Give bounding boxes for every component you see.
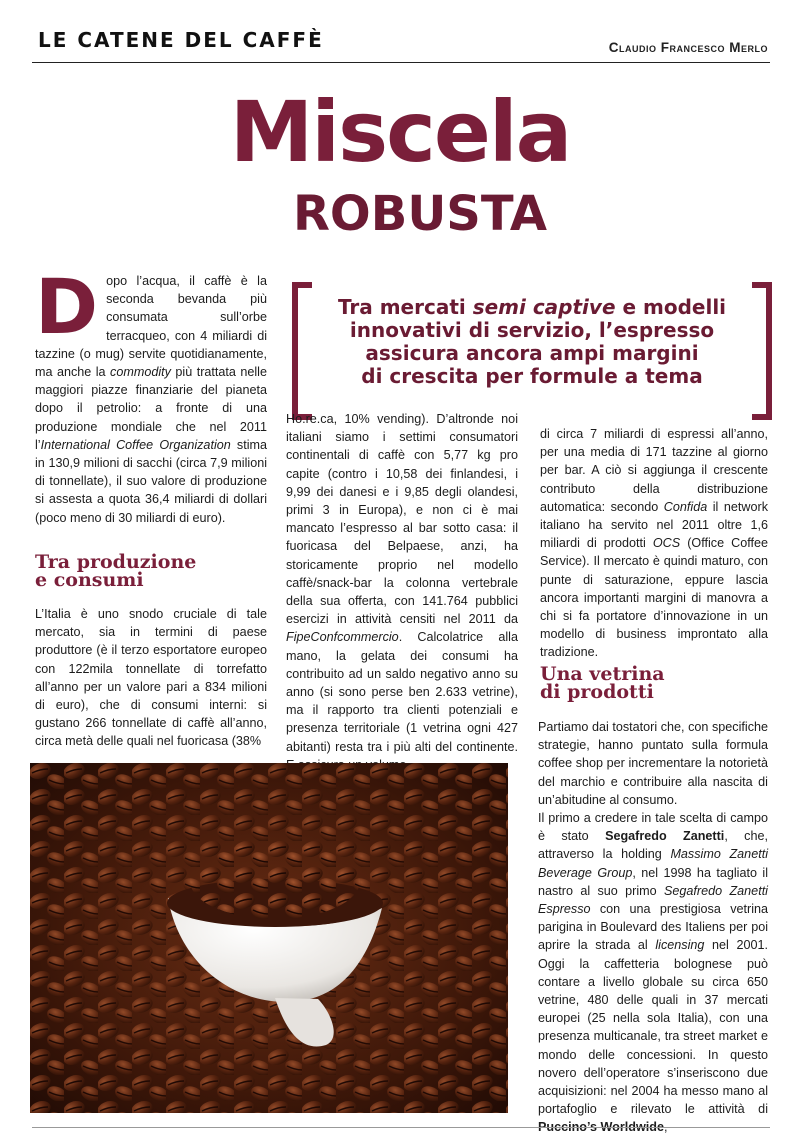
drop-cap: D: [35, 262, 99, 351]
body-text: Ho.re.ca, 10% vending). D’altronde noi italiani siamo i settimi consumatori continentali di caffè con 5,77 kg pro capite (contro i 10,58 dei finlandesi, i 9,99 dei danesi e i 9,85 degli olandesi, primi 3 in Europa), e non ci è mai mancato l’espresso al bar sotto casa: il fuoricasa del Belpaese, anzi, ha storicamente proprio nel modello caffè/snack-bar la colonna vertebrale della sua offerta, con 141.764 pubblici esercizi in attività censiti nel 2011 da: [286, 412, 518, 627]
article-title: Miscela: [229, 83, 571, 181]
intro-em-2: International Coffee Organization: [40, 437, 231, 452]
column-3: [540, 425, 768, 662]
body-em: Confida: [663, 499, 708, 514]
coffee-cup-illustration: [30, 763, 508, 1113]
article-subtitle: ROBUSTA: [292, 186, 548, 242]
body-text: . Calcolatrice alla mano, la gelata dei consumi ha contribuito ad un saldo negativo anno su anno (si sono perse ben 2.633 vetrine), ma il rapporto tra clienti potenziali e presenza territoriale (1 vetrina ogni 427 abitanti) resta tra i più alti del continente.: [286, 630, 518, 754]
subheading-line: Tra produzione: [35, 551, 197, 573]
body-text: ,: [663, 1120, 668, 1135]
body-bold: Puccino’s Worldwide: [538, 1120, 664, 1135]
body-bold: Segafredo Zanetti: [605, 829, 725, 844]
body-text: , che, attraverso la holding: [538, 829, 768, 862]
header-divider: [32, 62, 770, 63]
body-text: nel 2001. Oggi la caffetteria bolognese può contare a livello globale su circa 650 vetrine, 480 delle quali in 37 mercati europei (25 nella sola Italia), con una presenza multicanale, tra street market e mondo delle concessioni. In questo novero dell’operatore s’inseriscono due acquisizioni: nel 2004 ha messo mano al portafoglio e rilevato le attività di: [538, 938, 768, 1117]
section2-paragraphs: [538, 718, 768, 1137]
pq-line: di crescita per formule a tema: [361, 364, 703, 388]
body-em: Segafredo Zanetti Espresso: [538, 883, 768, 917]
pull-quote-text: [322, 296, 742, 388]
body-text: con una prestigiosa vetrina parigina in Boulevard des Italiens per poi aprire la strada al: [538, 902, 768, 953]
subheading-showcase: [540, 665, 665, 701]
intro-text-2: più trattata nelle maggiori piazze finanziarie del pianeta dopo il petrolio: a fronte di una produzione mondiale che nel 2011 l’: [35, 365, 267, 452]
intro-em-1: commodity: [110, 365, 171, 380]
body-text: il network italiano ha servito nel 2011 oltre 1,6 miliardi di prodotti: [540, 499, 768, 551]
body-text: (Office Coffee Service). Il mercato è quindi maturo, con punte di saturazione, eppure lascia ancora importanti margini di manovra a chi si fa portatore d’innovazione in un modello di business improntato alla tradizione.: [540, 536, 768, 660]
section-title: LE CATENE DEL CAFFÈ: [38, 28, 324, 52]
body-text: Partiamo dai tostatori che, con specifiche strategie, hanno puntato sulla formula coffee shop per incrementare la notorietà del marchio e contribuire alla nascita di un’abitudine al consumo.: [538, 720, 768, 807]
column-2: [286, 410, 518, 774]
pq-line: assicura ancora ampi margini: [365, 341, 699, 365]
subheading-line: di prodotti: [540, 681, 654, 703]
body-em: licensing: [655, 938, 705, 953]
intro-text-3: stima in 130,9 milioni di sacchi (circa 7,9 milioni di tonnellate), il suo valore di produzione si assesta a quota 36,4 miliardi di dollari (poco meno di 30 miliardi di euro).: [35, 437, 267, 525]
pq-text: e modelli: [615, 295, 727, 319]
body-text: di circa 7 miliardi di espressi all’anno, per una media di 171 tazzine al giorno per bar. A ciò si aggiunga il crescente contributo della distribuzione automatica: secondo: [540, 427, 768, 514]
bracket-right: [752, 282, 772, 420]
section1-paragraph: [35, 605, 267, 751]
coffee-beans-photo: [30, 763, 508, 1113]
body-text: L’Italia è uno snodo cruciale di tale mercato, sia in termini di paese produttore (è il terzo esportatore europeo con 122mila tonnellate di torrefatto all’anno per un valore pari a 834 milioni di euro), che di consumi interni: si gustano 266 tonnellate di caffè all’anno, circa metà delle quali nel fuoricasa (38%: [35, 607, 267, 749]
intro-text-1: opo l’acqua, il caffè è la seconda bevanda più consumata sull’orbe terracqueo, con 4 miliardi di tazzine (o mug) servite quotidianamente, ma anche la: [35, 274, 267, 380]
body-text: , nel 1998 ha tagliato il nastro al suo primo: [538, 865, 768, 898]
pull-quote: [292, 282, 772, 412]
subheading-line: e consumi: [35, 569, 144, 591]
pq-em: semi captive: [472, 295, 616, 319]
body-em: Massimo Zanetti Beverage Group: [538, 847, 768, 880]
author-name: Claudio Francesco Merlo: [608, 40, 768, 55]
body-em: OCS: [652, 536, 681, 551]
bracket-left: [292, 282, 312, 420]
subheading-production: [35, 553, 196, 589]
body-text: Il primo a credere in tale scelta di campo è stato: [538, 811, 768, 844]
pq-line: innovativi di servizio, l’espresso: [349, 318, 715, 342]
footer-divider: [32, 1127, 770, 1128]
subheading-line: Una vetrina: [540, 663, 665, 685]
intro-paragraph: [35, 262, 267, 527]
body-em: FipeConfcommercio: [286, 630, 399, 645]
pq-text: Tra mercati: [337, 295, 473, 319]
